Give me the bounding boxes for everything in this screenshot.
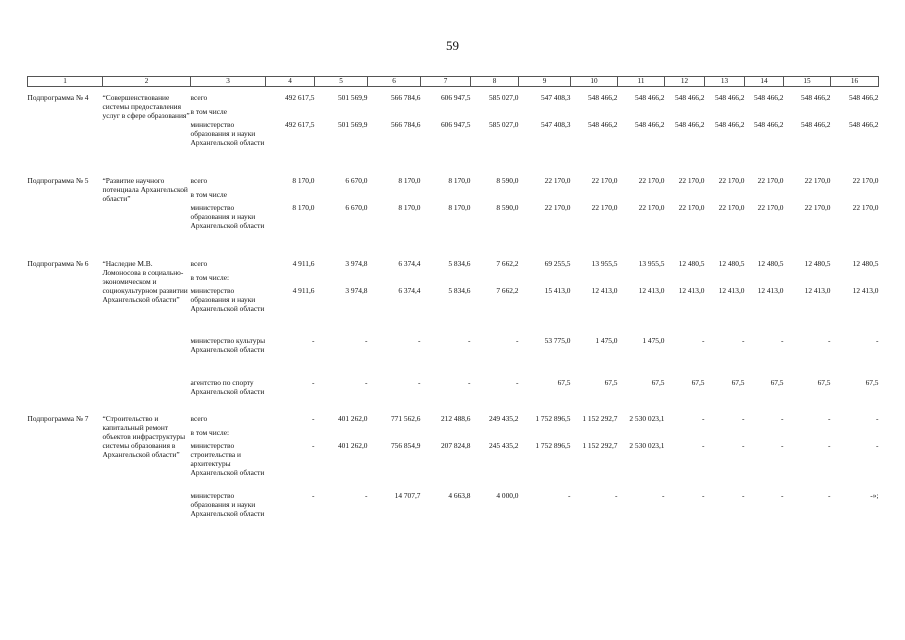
value-cell	[471, 428, 519, 441]
value-cell: 548 466,2	[587, 120, 618, 129]
value-cell: 548 466,2	[848, 93, 879, 102]
value-cell: 6 670,0	[345, 176, 368, 185]
value-cell: 53 775,0	[544, 336, 571, 345]
value-cell: 22 170,0	[757, 176, 784, 185]
value-cell	[368, 273, 421, 286]
value-cell: -	[781, 414, 784, 423]
budget-table	[27, 76, 879, 531]
value-cell: -	[418, 378, 421, 387]
value-cell: 22 170,0	[678, 203, 705, 212]
value-cell: 67,5	[731, 378, 745, 387]
column-number: 15	[784, 77, 831, 87]
column-number: 7	[421, 77, 471, 87]
value-cell: 8 170,0	[292, 203, 315, 212]
value-cell	[618, 273, 665, 286]
value-cell: 1 152 292,7	[582, 441, 618, 450]
value-cell: 606 947,5	[440, 93, 471, 102]
value-cell: -	[781, 336, 784, 345]
value-cell: 22 170,0	[852, 176, 879, 185]
value-cell: -	[876, 414, 879, 423]
subprogram-label: Подпрограмма № 4	[27, 93, 89, 102]
value-cell: 566 784,6	[390, 120, 421, 129]
value-cell: 1 752 896,5	[535, 414, 571, 423]
value-cell	[519, 107, 571, 120]
value-cell: 5 834,6	[448, 286, 471, 295]
value-cell	[784, 428, 831, 441]
value-cell: 7 662,2	[496, 286, 519, 295]
value-cell: -	[365, 491, 368, 500]
value-cell	[745, 107, 784, 120]
funding-source: всего	[190, 259, 208, 268]
funding-source: в том числе:	[190, 273, 230, 282]
value-cell: 548 466,2	[674, 93, 705, 102]
value-cell: 22 170,0	[591, 203, 618, 212]
value-cell: 548 466,2	[587, 93, 618, 102]
value-cell	[421, 107, 471, 120]
column-number: 6	[368, 77, 421, 87]
column-number: 13	[705, 77, 745, 87]
value-cell: 756 854,9	[390, 441, 421, 450]
value-cell: 548 466,2	[800, 120, 831, 129]
value-cell: 606 947,5	[440, 120, 471, 129]
value-cell: 7 662,2	[496, 259, 519, 268]
value-cell: -	[312, 414, 315, 423]
value-cell: -	[781, 441, 784, 450]
value-cell: -	[742, 414, 745, 423]
value-cell	[618, 107, 665, 120]
value-cell	[665, 190, 705, 203]
value-cell: 548 466,2	[714, 93, 745, 102]
value-cell	[421, 428, 471, 441]
value-cell: 22 170,0	[638, 203, 665, 212]
page-number: 59	[446, 38, 459, 53]
value-cell	[705, 273, 745, 286]
value-cell: 401 262,0	[337, 441, 368, 450]
value-cell	[266, 428, 315, 441]
value-cell: 401 262,0	[337, 414, 368, 423]
column-number: 8	[471, 77, 519, 87]
subprogram-label: Подпрограмма № 7	[27, 414, 89, 423]
value-cell	[618, 428, 665, 441]
value-cell	[571, 190, 618, 203]
funding-source: в том числе	[190, 190, 227, 199]
value-cell: -	[828, 414, 831, 423]
value-cell: -	[876, 441, 879, 450]
value-cell: 4 663,8	[448, 491, 471, 500]
subprogram-name: “Строительство и капитальный ремонт объектов инфраструктуры системы образования в Архангельской области”	[102, 414, 186, 459]
value-cell	[705, 107, 745, 120]
value-cell: 2 530 023,1	[629, 414, 665, 423]
value-cell: 8 590,0	[496, 176, 519, 185]
value-cell: -	[702, 336, 705, 345]
subprogram-name: “Развитие научного потенциала Архангельской области”	[102, 176, 188, 203]
column-number: 5	[315, 77, 368, 87]
value-cell: 67,5	[651, 378, 665, 387]
value-cell	[665, 107, 705, 120]
value-cell: -	[876, 336, 879, 345]
value-cell: -	[615, 491, 618, 500]
column-number: 2	[103, 77, 191, 87]
value-cell: 771 562,6	[390, 414, 421, 423]
value-cell: -	[828, 336, 831, 345]
value-cell: 212 488,6	[440, 414, 471, 423]
value-cell: -	[828, 441, 831, 450]
value-cell: 22 170,0	[718, 203, 745, 212]
value-cell: 8 590,0	[496, 203, 519, 212]
value-cell: 12 413,0	[591, 286, 618, 295]
value-cell: 548 466,2	[800, 93, 831, 102]
value-cell: 8 170,0	[398, 203, 421, 212]
table-row	[28, 93, 879, 107]
value-cell: 548 466,2	[714, 120, 745, 129]
funding-source: министерство образования и науки Архангельской области	[190, 203, 265, 230]
value-cell: -	[702, 414, 705, 423]
value-cell	[519, 273, 571, 286]
value-cell	[784, 107, 831, 120]
value-cell: 492 617,5	[284, 93, 315, 102]
value-cell: 22 170,0	[544, 176, 571, 185]
value-cell	[745, 190, 784, 203]
value-cell: -	[516, 336, 519, 345]
value-cell: -	[312, 441, 315, 450]
value-cell	[618, 190, 665, 203]
value-cell: 22 170,0	[678, 176, 705, 185]
value-cell: 13 955,5	[591, 259, 618, 268]
funding-source: агентство по спорту Архангельской области	[190, 378, 265, 396]
value-cell: 548 466,2	[848, 120, 879, 129]
value-cell: -	[702, 491, 705, 500]
value-cell	[831, 428, 879, 441]
value-cell: 8 170,0	[448, 203, 471, 212]
subprogram-name: “Наследие М.В. Ломоносова в социально-экономическом и социокультурном развитии Архангельской области”	[102, 259, 188, 304]
column-number: 3	[191, 77, 266, 87]
funding-source: всего	[190, 176, 208, 185]
value-cell: 13 955,5	[638, 259, 665, 268]
value-cell	[571, 428, 618, 441]
value-cell: -»;	[870, 491, 879, 500]
column-number: 1	[28, 77, 103, 87]
value-cell: 492 617,5	[284, 120, 315, 129]
value-cell: 548 466,2	[753, 93, 784, 102]
value-cell: -	[781, 491, 784, 500]
value-cell: 249 435,2	[488, 414, 519, 423]
funding-source: в том числе	[190, 107, 227, 116]
value-cell	[471, 107, 519, 120]
value-cell	[745, 428, 784, 441]
value-cell	[368, 107, 421, 120]
value-cell: 566 784,6	[390, 93, 421, 102]
value-cell: 22 170,0	[718, 176, 745, 185]
value-cell: 67,5	[817, 378, 831, 387]
table-body	[28, 87, 879, 532]
value-cell: -	[365, 336, 368, 345]
value-cell	[705, 190, 745, 203]
value-cell: -	[742, 491, 745, 500]
value-cell	[471, 273, 519, 286]
value-cell: -	[742, 441, 745, 450]
value-cell: 15 413,0	[544, 286, 571, 295]
value-cell: 547 408,3	[540, 120, 571, 129]
value-cell: 1 475,0	[642, 336, 665, 345]
value-cell: 3 974,8	[345, 259, 368, 268]
value-cell: 12 480,5	[804, 259, 831, 268]
value-cell: -	[312, 378, 315, 387]
value-cell	[745, 273, 784, 286]
value-cell: 245 435,2	[488, 441, 519, 450]
value-cell: -	[568, 491, 571, 500]
table-row	[28, 176, 879, 190]
value-cell: 14 707,7	[394, 491, 421, 500]
value-cell: 6 670,0	[345, 203, 368, 212]
funding-source: министерство образования и науки Архангельской области	[190, 491, 265, 518]
value-cell: 1 152 292,7	[582, 414, 618, 423]
value-cell: 12 413,0	[804, 286, 831, 295]
value-cell: -	[516, 378, 519, 387]
funding-source: в том числе:	[190, 428, 230, 437]
value-cell: 67,5	[557, 378, 571, 387]
funding-source: министерство строительства и архитектуры Архангельской области	[190, 441, 265, 477]
column-number: 14	[745, 77, 784, 87]
value-cell	[831, 107, 879, 120]
value-cell: 548 466,2	[634, 120, 665, 129]
value-cell	[665, 273, 705, 286]
value-cell	[421, 190, 471, 203]
value-cell	[266, 107, 315, 120]
value-cell: 8 170,0	[292, 176, 315, 185]
funding-source: всего	[190, 93, 208, 102]
value-cell	[421, 273, 471, 286]
value-cell: 69 255,5	[544, 259, 571, 268]
value-cell	[266, 190, 315, 203]
funding-source: министерство образования и науки Архангельской области	[190, 286, 265, 313]
funding-source: министерство культуры Архангельской области	[190, 336, 266, 354]
table-row	[28, 414, 879, 428]
value-cell	[266, 273, 315, 286]
value-cell: 5 834,6	[448, 259, 471, 268]
value-cell	[315, 190, 368, 203]
value-cell	[784, 190, 831, 203]
value-cell	[831, 273, 879, 286]
column-number-row	[28, 77, 879, 87]
subprogram-name: “Совершенствование системы предоставления услуг в сфере образования”	[102, 93, 190, 120]
value-cell: 67,5	[691, 378, 705, 387]
value-cell: -	[312, 336, 315, 345]
table-row	[28, 259, 879, 273]
funding-source: министерство образования и науки Архангельской области	[190, 120, 265, 147]
value-cell: 548 466,2	[634, 93, 665, 102]
value-cell: -	[468, 378, 471, 387]
subprogram-label: Подпрограмма № 6	[27, 259, 89, 268]
value-cell: 8 170,0	[398, 176, 421, 185]
value-cell: 22 170,0	[804, 176, 831, 185]
value-cell: 548 466,2	[753, 120, 784, 129]
value-cell: 501 569,9	[337, 93, 368, 102]
value-cell: 22 170,0	[852, 203, 879, 212]
value-cell: 585 027,0	[488, 120, 519, 129]
subprogram-label: Подпрограмма № 5	[27, 176, 89, 185]
value-cell: 67,5	[604, 378, 618, 387]
value-cell: 585 027,0	[488, 93, 519, 102]
value-cell: -	[828, 491, 831, 500]
value-cell	[315, 107, 368, 120]
value-cell: 4 911,6	[292, 259, 315, 268]
value-cell: 12 413,0	[757, 286, 784, 295]
value-cell: 12 480,5	[678, 259, 705, 268]
value-cell: 67,5	[770, 378, 784, 387]
column-number: 11	[618, 77, 665, 87]
value-cell: 22 170,0	[544, 203, 571, 212]
value-cell: 12 413,0	[718, 286, 745, 295]
value-cell	[519, 190, 571, 203]
value-cell: -	[468, 336, 471, 345]
column-number: 4	[266, 77, 315, 87]
value-cell: -	[742, 336, 745, 345]
value-cell: -	[312, 491, 315, 500]
value-cell	[368, 190, 421, 203]
value-cell	[368, 428, 421, 441]
value-cell: 501 569,9	[337, 120, 368, 129]
value-cell	[705, 428, 745, 441]
value-cell: -	[702, 441, 705, 450]
value-cell	[519, 428, 571, 441]
value-cell: 2 530 023,1	[629, 441, 665, 450]
value-cell: 1 752 896,5	[535, 441, 571, 450]
value-cell: 67,5	[865, 378, 879, 387]
value-cell: 12 480,5	[852, 259, 879, 268]
value-cell: 12 480,5	[718, 259, 745, 268]
value-cell	[831, 190, 879, 203]
value-cell: -	[662, 491, 665, 500]
column-number: 16	[831, 77, 879, 87]
value-cell: 548 466,2	[674, 120, 705, 129]
value-cell: 22 170,0	[591, 176, 618, 185]
value-cell: 4 911,6	[292, 286, 315, 295]
value-cell: 22 170,0	[638, 176, 665, 185]
value-cell: 3 974,8	[345, 286, 368, 295]
value-cell	[315, 273, 368, 286]
value-cell: 547 408,3	[540, 93, 571, 102]
value-cell: 12 413,0	[638, 286, 665, 295]
value-cell	[571, 107, 618, 120]
value-cell	[784, 273, 831, 286]
value-cell: 6 374,4	[398, 286, 421, 295]
value-cell: -	[365, 378, 368, 387]
value-cell: 22 170,0	[804, 203, 831, 212]
value-cell: 1 475,0	[595, 336, 618, 345]
value-cell	[315, 428, 368, 441]
value-cell: 8 170,0	[448, 176, 471, 185]
value-cell: -	[418, 336, 421, 345]
value-cell: 12 480,5	[757, 259, 784, 268]
column-number: 12	[665, 77, 705, 87]
value-cell	[471, 190, 519, 203]
value-cell: 12 413,0	[852, 286, 879, 295]
column-number: 10	[571, 77, 618, 87]
value-cell	[571, 273, 618, 286]
value-cell	[665, 428, 705, 441]
value-cell: 207 824,8	[440, 441, 471, 450]
column-number: 9	[519, 77, 571, 87]
value-cell: 22 170,0	[757, 203, 784, 212]
value-cell: 12 413,0	[678, 286, 705, 295]
value-cell: 4 000,0	[496, 491, 519, 500]
funding-source: всего	[190, 414, 208, 423]
value-cell: 6 374,4	[398, 259, 421, 268]
